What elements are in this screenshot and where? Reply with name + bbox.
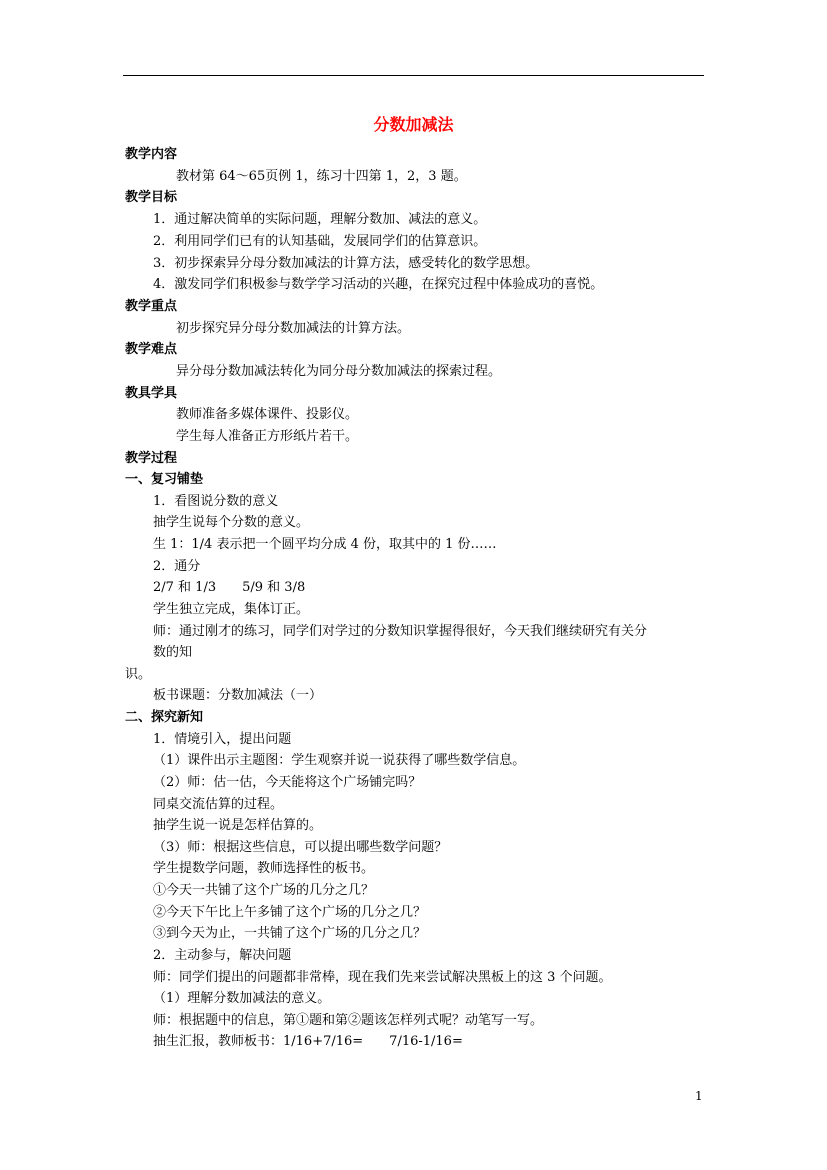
body-line: 学生每人准备正方形纸片若干。 — [176, 429, 359, 444]
section-heading: 教学难点 — [125, 342, 178, 357]
body-line: 1．情境引入，提出问题 — [153, 732, 292, 747]
page-number: 1 — [695, 1089, 703, 1103]
body-line: 识。 — [125, 667, 152, 682]
body-line: 学生独立完成，集体订正。 — [153, 602, 310, 617]
body-line: 2．通分 — [153, 559, 201, 574]
body-line: （1）理解分数加减法的意义。 — [153, 991, 331, 1006]
body-line: 师：根据题中的信息，第①题和第②题该怎样列式呢？动笔写一写。 — [153, 1013, 544, 1028]
section-heading: 教学重点 — [125, 299, 178, 314]
body-line: 1．通过解决简单的实际问题，理解分数加、减法的意义。 — [153, 212, 487, 227]
section-heading: 教学内容 — [125, 147, 178, 162]
body-line: ③到今天为止，一共铺了这个广场的几分之几？ — [153, 926, 427, 941]
section-heading: 教学过程 — [125, 451, 178, 466]
body-line: 抽学生说每个分数的意义。 — [153, 515, 310, 530]
body-line: 师：通过刚才的练习，同学们对学过的分数知识掌握得很好，今天我们继续研究有关分 — [153, 624, 648, 639]
body-line: 数的知 — [153, 645, 193, 660]
body-line: （2）师：估一估，今天能将这个广场铺完吗？ — [153, 775, 422, 790]
body-line: ②今天下午比上午多铺了这个广场的几分之几？ — [153, 905, 427, 920]
body-line: 3．初步探索异分母分数加减法的计算方法，感受转化的数学思想。 — [153, 256, 539, 271]
body-line: 1．看图说分数的意义 — [153, 494, 279, 509]
section-heading: 一、复习铺垫 — [125, 472, 204, 487]
body-line: 师：同学们提出的问题都非常棒，现在我们先来尝试解决黑板上的这 3 个问题。 — [153, 970, 612, 985]
section-heading: 教具学具 — [125, 386, 178, 401]
body-line: 抽生汇报，教师板书：1/16+7/16= 7/16-1/16= — [153, 1034, 463, 1049]
body-line: 生 1：1/4 表示把一个圆平均分成 4 份，取其中的 1 份…… — [153, 537, 497, 552]
body-line: （1）课件出示主题图：学生观察并说一说获得了哪些数学信息。 — [153, 753, 526, 768]
body-line: 2/7 和 1/3 5/9 和 3/8 — [153, 580, 306, 595]
body-line: 初步探究异分母分数加减法的计算方法。 — [176, 321, 411, 336]
body-line: 同桌交流估算的过程。 — [153, 797, 284, 812]
body-line: 板书课题：分数加减法（一） — [153, 688, 323, 703]
body-line: ①今天一共铺了这个广场的几分之几？ — [153, 883, 375, 898]
section-heading: 二、探究新知 — [125, 710, 204, 725]
body-line: 教材第 64～65页例 1，练习十四第 1，2，3 题。 — [176, 169, 467, 184]
body-line: 2．主动参与，解决问题 — [153, 948, 292, 963]
body-line: （3）师：根据这些信息，可以提出哪些数学问题？ — [153, 840, 448, 855]
body-line: 异分母分数加减法转化为同分母分数加减法的探索过程。 — [176, 364, 502, 379]
body-line: 教师准备多媒体课件、投影仪。 — [176, 407, 359, 422]
body-line: 抽学生说一说是怎样估算的。 — [153, 818, 323, 833]
body-line: 2．利用同学们已有的认知基础，发展同学们的估算意识。 — [153, 234, 487, 249]
header-rule — [123, 75, 704, 76]
body-line: 4．激发同学们积极参与数学学习活动的兴趣，在探究过程中体验成功的喜悦。 — [153, 277, 604, 292]
section-heading: 教学目标 — [125, 190, 178, 205]
document-title: 分数加减法 — [373, 115, 454, 134]
body-line: 学生提数学问题，教师选择性的板书。 — [153, 861, 375, 876]
